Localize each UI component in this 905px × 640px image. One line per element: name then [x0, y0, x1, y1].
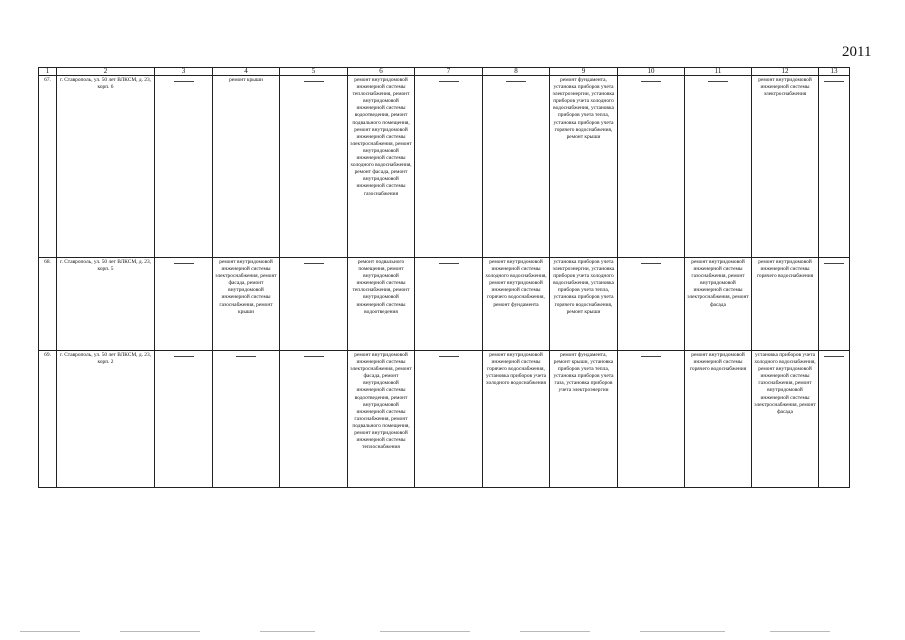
work-cell: ремонт фундамента, ремонт крыши, установка приборов учета тепла, установка приборов учета газа, установка приборов учета электроэнергии: [550, 351, 618, 488]
column-number: 6: [348, 68, 415, 76]
address-cell: г. Ставрополь, ул. 50 лет ВЛКСМ, д. 23, корп. 5: [57, 258, 155, 351]
column-number: 10: [618, 68, 685, 76]
work-cell: [280, 258, 348, 351]
work-cell: установка приборов учета электроэнергии, установка приборов учета холодного водоснабжения, установка приборов учета тепла, установка приборов учета горячего водоснабжения, ремонт крыши: [550, 258, 618, 351]
repair-schedule-table: [38, 67, 850, 488]
dash-mark: [236, 356, 256, 357]
dash-mark: [708, 81, 728, 82]
work-cell: ремонт крыши: [213, 76, 280, 258]
work-cell: ремонт внутридомовой инженерной системы горячего водоснабжения, установка приборов учета холодного водоснабжения: [483, 351, 550, 488]
page-number: 2011: [842, 44, 872, 60]
dash-mark: [641, 356, 661, 357]
row-number: 68.: [39, 258, 57, 351]
column-number: 4: [213, 68, 280, 76]
dash-mark: [439, 81, 459, 82]
work-cell: ремонт внутридомовой инженерной системы холодного водоснабжения, ремонт внутридомовой инженерной системы горячего водоснабжения, ремонт фундамента: [483, 258, 550, 351]
table-row: [39, 351, 850, 488]
column-number: 2: [57, 68, 155, 76]
work-cell: [280, 76, 348, 258]
column-number: 11: [685, 68, 752, 76]
table-row: [39, 76, 850, 258]
work-cell: ремонт внутридомовой инженерной системы электроснабжения: [752, 76, 819, 258]
dash-mark: [304, 356, 324, 357]
work-cell: [618, 351, 685, 488]
work-cell: ремонт внутридомовой инженерной системы горячего водоснабжения: [752, 258, 819, 351]
address-cell: г. Ставрополь, ул. 50 лет ВЛКСМ, д. 23, корп. 6: [57, 76, 155, 258]
dash-mark: [641, 263, 661, 264]
work-cell: [819, 76, 850, 258]
table-row: [39, 258, 850, 351]
dash-mark: [824, 356, 844, 357]
column-number: 7: [415, 68, 483, 76]
work-cell: [213, 351, 280, 488]
dash-mark: [439, 263, 459, 264]
column-number: 12: [752, 68, 819, 76]
row-number: 69.: [39, 351, 57, 488]
work-cell: [819, 351, 850, 488]
work-cell: ремонт внутридомовой инженерной системы электроснабжения, ремонт фасада, ремонт внутридомовой инженерной системы водоотведения, ремонт внутридомовой инженерной системы газоснабжения, ремонт подвального помещения, ремонт внутридомовой инженерной системы теплоснабжения: [348, 351, 415, 488]
work-cell: [280, 351, 348, 488]
work-cell: [155, 76, 213, 258]
scan-noise: [0, 628, 905, 636]
column-number-row: [39, 68, 850, 76]
work-cell: [415, 351, 483, 488]
dash-mark: [174, 356, 194, 357]
work-cell: ремонт фундамента, установка приборов учета электроэнергии, установка приборов учета холодного водоснабжения, установка приборов учета тепла, установка приборов учета горячего водоснабжения, ремонт крыши: [550, 76, 618, 258]
work-cell: установка приборов учета холодного водоснабжения, ремонт внутридомовой инженерной системы газоснабжения, ремонт внутридомовой инженерной системы электроснабжения, ремонт фасада: [752, 351, 819, 488]
work-cell: ремонт внутридомовой инженерной системы горячего водоснабжения: [685, 351, 752, 488]
dash-mark: [304, 263, 324, 264]
column-number: 1: [39, 68, 57, 76]
column-number: 3: [155, 68, 213, 76]
work-cell: [155, 351, 213, 488]
work-cell: [415, 76, 483, 258]
column-number: 9: [550, 68, 618, 76]
column-number: 8: [483, 68, 550, 76]
dash-mark: [641, 81, 661, 82]
work-cell: [415, 258, 483, 351]
dash-mark: [824, 263, 844, 264]
dash-mark: [824, 81, 844, 82]
work-cell: [155, 258, 213, 351]
dash-mark: [506, 81, 526, 82]
column-number: 13: [819, 68, 850, 76]
dash-mark: [174, 81, 194, 82]
work-cell: [618, 258, 685, 351]
work-cell: ремонт подвального помещения, ремонт внутридомовой инженерной системы теплоснабжения, ремонт внутридомовой инженерной системы водоотведения: [348, 258, 415, 351]
work-cell: [685, 76, 752, 258]
dash-mark: [304, 81, 324, 82]
work-cell: [819, 258, 850, 351]
work-cell: ремонт внутридомовой инженерной системы газоснабжения, ремонт внутридомовой инженерной системы электроснабжения, ремонт фасада: [685, 258, 752, 351]
work-cell: [483, 76, 550, 258]
row-number: 67.: [39, 76, 57, 258]
work-cell: ремонт внутридомовой инженерной системы теплоснабжения, ремонт внутридомовой инженерной системы водоотведения, ремонт подвального помещения, ремонт внутридомовой инженерной системы электроснабжения, ремонт внутридомовой инженерной системы холодного водоснабжения, ремонт фасада, ремонт внутридомовой инженерной системы газоснабжения: [348, 76, 415, 258]
dash-mark: [174, 263, 194, 264]
dash-mark: [439, 356, 459, 357]
column-number: 5: [280, 68, 348, 76]
address-cell: г. Ставрополь, ул. 50 лет ВЛКСМ, д. 23, корп. 2: [57, 351, 155, 488]
work-cell: ремонт внутридомовой инженерной системы электроснабжения, ремонт фасада, ремонт внутридомовой инженерной системы газоснабжения, ремонт крыши: [213, 258, 280, 351]
work-cell: [618, 76, 685, 258]
